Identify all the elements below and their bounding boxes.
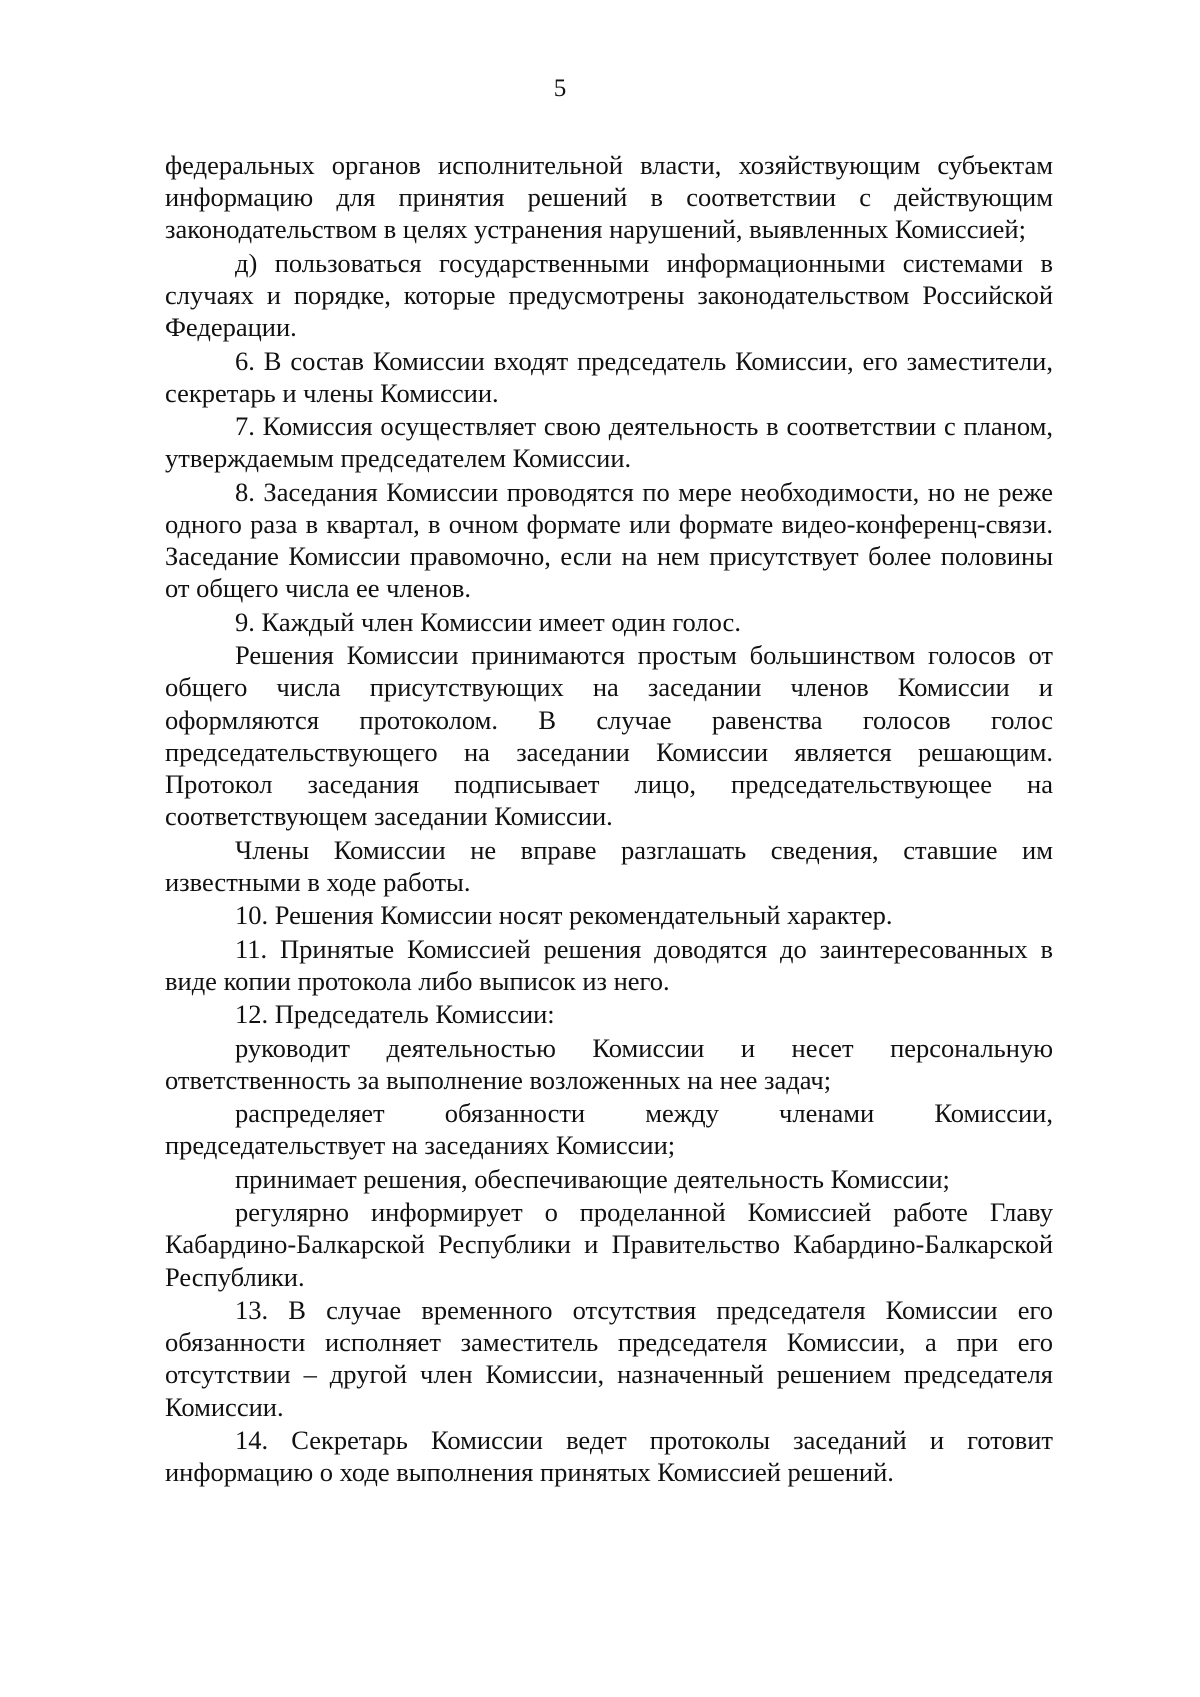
paragraph-9: 9. Каждый член Комиссии имеет один голос.	[235, 606, 741, 637]
paragraph-12-duty-3: принимает решения, обеспечивающие деятельность Комиссии;	[235, 1163, 950, 1194]
paragraph-13: 13. В случае временного отсутствия председателя Комиссии его обязанности исполняет заместитель председателя Комиссии, а при его отсутствии – другой член Комиссии, назначенный решением председателя Комиссии.	[165, 1294, 1053, 1422]
paragraph-12-duty-4: регулярно информирует о проделанной Комиссией работе Главу Кабардино-Балкарской Республики и Правительство Кабардино-Балкарской Республики.	[165, 1197, 1053, 1292]
paragraph-12-duty-2: распределяет обязанности между членами Комиссии, председательствует на заседаниях Комиссии;	[165, 1098, 1053, 1161]
paragraph-9-decisions: Решения Комиссии принимаются простым большинством голосов от общего числа присутствующих на заседании членов Комиссии и оформляются протоколом. В случае равенства голосов голос председательствующего на заседании Комиссии является решающим. Протокол заседания подписывает лицо, председательствующее на соответствующем заседании Комиссии.	[165, 640, 1053, 832]
paragraph-6: 6. В состав Комиссии входят председатель Комиссии, его заместители, секретарь и члены Комиссии.	[165, 345, 1053, 408]
paragraph-7: 7. Комиссия осуществляет свою деятельность в соответствии с планом, утверждаемым председателем Комиссии.	[165, 411, 1053, 474]
page-number: 5	[553, 75, 567, 102]
paragraph-8: 8. Заседания Комиссии проводятся по мере необходимости, но не реже одного раза в квартал, в очном формате или формате видео-конференц-связи. Заседание Комиссии правомочно, если на нем присутствует более половины от общего числа ее членов.	[165, 476, 1053, 604]
paragraph-12-duty-1: руководит деятельностью Комиссии и несет персональную ответственность за выполнение возложенных на нее задач;	[165, 1032, 1053, 1095]
paragraph-9-confidentiality: Члены Комиссии не вправе разглашать сведения, ставшие им известными в ходе работы.	[165, 834, 1053, 897]
paragraph-12: 12. Председатель Комиссии:	[235, 999, 555, 1030]
paragraph-continuation: федеральных органов исполнительной власти, хозяйствующим субъектам информацию для принятия решений в соответствии с действующим законодательством в целях устранения нарушений, выявленных Комиссией;	[165, 150, 1053, 245]
paragraph-10: 10. Решения Комиссии носят рекомендательный характер.	[235, 900, 893, 931]
paragraph-14: 14. Секретарь Комиссии ведет протоколы заседаний и готовит информацию о ходе выполнения принятых Комиссией решений.	[165, 1424, 1053, 1488]
paragraph-11: 11. Принятые Комиссией решения доводятся до заинтересованных в виде копии протокола либо выписок из него.	[165, 933, 1053, 996]
paragraph-item-d: д) пользоваться государственными информационными системами в случаях и порядке, которые предусмотрены законодательством Российской Федерации.	[165, 247, 1053, 343]
document-body	[165, 149, 1053, 1490]
